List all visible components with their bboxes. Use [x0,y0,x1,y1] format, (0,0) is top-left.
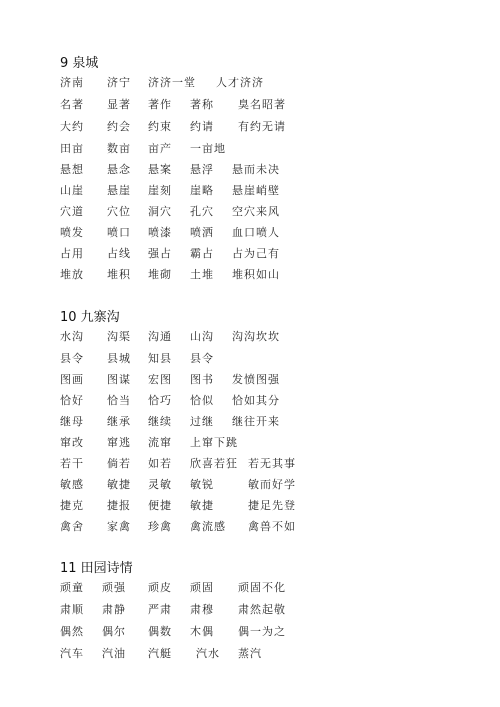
word: 汽水 [196,647,220,660]
word: 名著 [60,98,84,111]
word: 济宁 [107,76,131,89]
word: 木偶 [190,625,214,638]
word: 空穴来风 [232,205,280,218]
word: 顽童 [60,581,84,594]
section-title-10: 10 九寨沟 [60,310,120,325]
word-row [60,434,480,452]
word: 窜逃 [107,436,131,449]
word-row [60,497,480,515]
word: 穴位 [107,205,131,218]
word: 亩产 [148,142,172,155]
word: 继往开来 [232,415,280,428]
word-row [60,74,480,92]
word-row [60,96,480,114]
word: 便捷 [148,499,172,512]
word: 恰好 [60,394,84,407]
word: 若干 [60,457,84,470]
word: 宏图 [148,373,172,386]
word: 堆积 [107,268,131,281]
word: 继续 [148,415,172,428]
word: 县令 [190,352,214,365]
word: 人才济济 [216,76,264,89]
word: 约请 [190,120,214,133]
word: 倘若 [107,457,131,470]
word: 禽兽不如 [248,520,296,533]
word: 珍禽 [148,520,172,533]
word-row [60,328,480,346]
word: 土堆 [190,268,214,281]
word-row [60,350,480,368]
word-row [60,392,480,410]
word: 沟沟坎坎 [232,330,280,343]
word: 占为己有 [232,247,280,260]
word: 窜改 [60,436,84,449]
word: 肃静 [102,603,126,616]
word: 偶然 [60,625,84,638]
word: 悬想 [60,163,84,176]
word: 知县 [148,352,172,365]
word: 显著 [107,98,131,111]
word: 敏捷 [107,478,131,491]
word: 顽强 [102,581,126,594]
word-row [60,518,480,536]
word: 如若 [148,457,172,470]
word: 蒸汽 [238,647,262,660]
word: 占用 [60,247,84,260]
word: 洞穴 [148,205,172,218]
word-row [60,140,480,158]
word: 恰当 [107,394,131,407]
word: 图书 [190,373,214,386]
word-row [60,118,480,136]
word: 悬崖峭壁 [232,184,280,197]
word: 敏而好学 [248,478,296,491]
word: 禽舍 [60,520,84,533]
word: 禽流感 [190,520,226,533]
word: 崖略 [190,184,214,197]
word: 著作 [148,98,172,111]
word: 过继 [190,415,214,428]
word: 一亩地 [190,142,226,155]
word: 恰如其分 [232,394,280,407]
word-row [60,601,480,619]
word: 悬而未决 [232,163,280,176]
word: 约束 [148,120,172,133]
word: 偶一为之 [238,625,286,638]
word: 堆放 [60,268,84,281]
word: 肃穆 [190,603,214,616]
word: 济济一堂 [148,76,196,89]
word: 继母 [60,415,84,428]
word: 田亩 [60,142,84,155]
word: 灵敏 [148,478,172,491]
word: 汽车 [60,647,84,660]
word: 敏捷 [190,499,214,512]
word: 占线 [107,247,131,260]
word-row [60,266,480,284]
word: 汽艇 [148,647,172,660]
word-row [60,182,480,200]
word: 敏锐 [190,478,214,491]
word: 堆砌 [148,268,172,281]
word: 霸占 [190,247,214,260]
word: 强占 [148,247,172,260]
word: 肃然起敬 [238,603,286,616]
word: 恰似 [190,394,214,407]
section-title-11: 11 田园诗情 [60,561,133,576]
word: 堆积如山 [232,268,280,281]
word: 数亩 [107,142,131,155]
word: 若无其事 [248,457,296,470]
word-row [60,623,480,641]
word: 顽皮 [148,581,172,594]
word: 家禽 [107,520,131,533]
word: 图画 [60,373,84,386]
word-row [60,224,480,242]
word: 顽固 [190,581,214,594]
word: 著称 [190,98,214,111]
word-row [60,413,480,431]
section-title-9: 9 泉城 [60,56,99,71]
word: 县城 [107,352,131,365]
word: 肃顺 [60,603,84,616]
word: 有约无请 [238,120,286,133]
word: 水沟 [60,330,84,343]
word: 捷克 [60,499,84,512]
word: 严肃 [148,603,172,616]
word: 顽固不化 [238,581,286,594]
word: 汽油 [102,647,126,660]
word: 孔穴 [190,205,214,218]
word: 偶尔 [102,625,126,638]
word-row [60,245,480,263]
word: 捷报 [107,499,131,512]
word: 悬念 [107,163,131,176]
word: 悬崖 [107,184,131,197]
word-row [60,579,480,597]
word: 喷漆 [148,226,172,239]
word: 恰巧 [148,394,172,407]
word: 穴道 [60,205,84,218]
word-row [60,203,480,221]
word: 喷洒 [190,226,214,239]
word: 上窜下跳 [190,436,238,449]
word: 偶数 [148,625,172,638]
word-row [60,161,480,179]
word: 山沟 [190,330,214,343]
word: 血口喷人 [232,226,280,239]
word-row [60,371,480,389]
word: 大约 [60,120,84,133]
word: 沟渠 [107,330,131,343]
word: 图谋 [107,373,131,386]
word: 发愤图强 [232,373,280,386]
word: 约会 [107,120,131,133]
word: 敏感 [60,478,84,491]
word: 欣喜若狂 [190,457,238,470]
word: 山崖 [60,184,84,197]
word-row [60,476,480,494]
word: 臭名昭著 [238,98,286,111]
word: 悬案 [148,163,172,176]
word: 继承 [107,415,131,428]
word: 悬浮 [190,163,214,176]
word: 县令 [60,352,84,365]
word: 流窜 [148,436,172,449]
word-row [60,645,480,663]
word: 喷口 [107,226,131,239]
word: 崖刻 [148,184,172,197]
word: 捷足先登 [248,499,296,512]
word: 沟通 [148,330,172,343]
word-row [60,455,480,473]
word: 济南 [60,76,84,89]
word: 喷发 [60,226,84,239]
